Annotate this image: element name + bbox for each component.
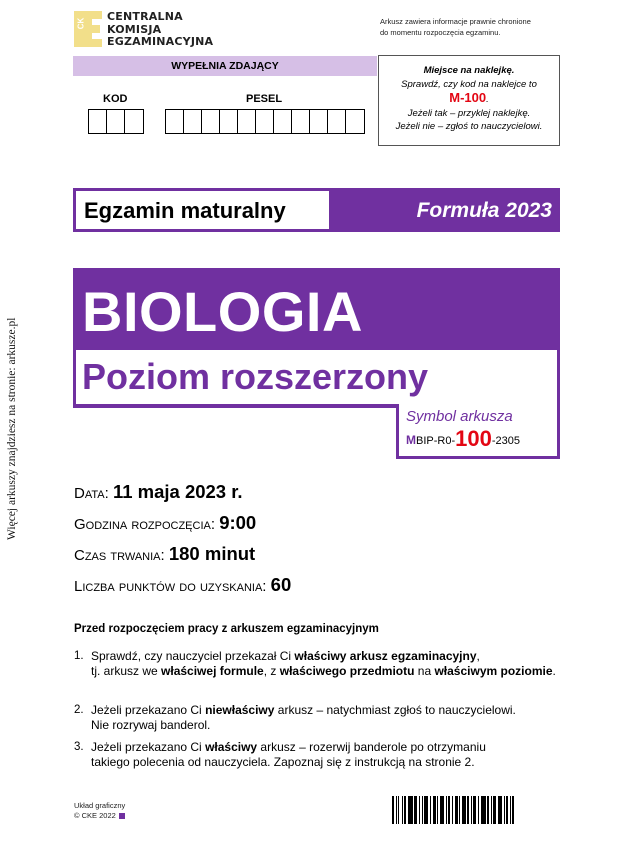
info-start-time xyxy=(74,512,256,534)
sticker-area xyxy=(378,55,560,146)
bold-text: właściwego przedmiotu xyxy=(279,664,415,678)
protected-note-line-1: Arkusz zawiera informacje prawnie chronione xyxy=(380,17,531,26)
instruction-number: 3. xyxy=(74,741,84,753)
exam-header-bar xyxy=(73,188,560,232)
info-date xyxy=(74,481,243,503)
logo-line-3: EGZAMINACYJNA xyxy=(107,35,214,48)
instruction-item-1 xyxy=(74,649,564,679)
pesel-box[interactable] xyxy=(166,110,184,133)
symbol-prefix: BIP-R0- xyxy=(416,435,456,447)
footer-line-2: © CKE 2022 xyxy=(74,811,116,820)
kod-input-boxes[interactable] xyxy=(88,109,144,134)
text: arkusz – natychmiast zgłoś to nauczycielowi. xyxy=(274,703,516,717)
text: Jeżeli przekazano Ci xyxy=(91,740,206,754)
text: Jeżeli przekazano Ci xyxy=(91,703,206,717)
pesel-box[interactable] xyxy=(184,110,202,133)
bold-text: niewłaściwy xyxy=(205,703,275,717)
bold-text: właściwej formule xyxy=(161,664,264,678)
kod-box[interactable] xyxy=(107,110,125,133)
text: , xyxy=(476,649,480,663)
sticker-line-2: Jeżeli tak – przyklej naklejkę. xyxy=(407,107,531,119)
footer-note xyxy=(74,801,125,821)
symbol-number: 100 xyxy=(455,426,492,451)
barcode-icon xyxy=(392,796,550,824)
sheet-symbol-box xyxy=(396,404,560,459)
info-date-value: 11 maja 2023 r. xyxy=(112,481,243,502)
text: tj. arkusz we xyxy=(91,664,162,678)
pesel-box[interactable] xyxy=(238,110,256,133)
text: , z xyxy=(263,664,280,678)
logo-mark-text: CK xyxy=(76,17,86,30)
purple-square-icon xyxy=(119,813,125,819)
info-duration xyxy=(74,543,255,565)
symbol-prefix-letter: M xyxy=(406,433,416,447)
instruction-item-2 xyxy=(74,703,564,733)
logo-line-1: CENTRALNA xyxy=(107,10,183,23)
sheet-symbol-label: Symbol arkusza xyxy=(406,408,513,425)
text: Nie rozrywaj banderol. xyxy=(91,718,211,732)
sticker-line-3: Jeżeli nie – zgłoś to nauczycielowi. xyxy=(395,121,543,132)
cke-logo-icon xyxy=(74,11,102,47)
text: takiego polecenia od nauczyciela. Zapoznaj się z instrukcją na stronie 2. xyxy=(91,755,475,769)
cke-logo xyxy=(74,11,213,49)
instruction-item-3 xyxy=(74,740,564,770)
text: . xyxy=(552,664,556,678)
instruction-number: 1. xyxy=(74,650,84,662)
info-duration-label: Czas trwania: xyxy=(74,547,165,564)
text: na xyxy=(414,664,435,678)
info-points xyxy=(74,574,291,596)
side-note: Więcej arkuszy znajdziesz na stronie: arkusze.pl xyxy=(6,317,18,540)
info-start-time-value: 9:00 xyxy=(219,512,257,533)
info-points-value: 60 xyxy=(270,574,292,595)
exam-formula: Formuła 2023 xyxy=(416,199,552,222)
bold-text: właściwy arkusz egzaminacyjny xyxy=(294,649,477,663)
sticker-code: M-100 xyxy=(449,90,487,105)
bold-text: właściwym poziomie xyxy=(434,664,553,678)
exam-title: Egzamin maturalny xyxy=(76,191,329,229)
pesel-label: PESEL xyxy=(246,93,283,105)
pesel-input-boxes[interactable] xyxy=(165,109,365,134)
info-points-label: Liczba punktów do uzyskania: xyxy=(74,578,267,595)
logo-line-2: KOMISJA xyxy=(107,22,162,36)
protected-note xyxy=(380,16,531,38)
bold-text: właściwy xyxy=(205,740,258,754)
kod-box[interactable] xyxy=(89,110,107,133)
kod-label: KOD xyxy=(103,93,128,105)
pesel-box[interactable] xyxy=(274,110,292,133)
sticker-line-1: Sprawdź, czy kod na naklejce to xyxy=(401,78,537,90)
instruction-number: 2. xyxy=(74,704,84,716)
fill-by-candidate-band: WYPEŁNIA ZDAJĄCY xyxy=(73,56,377,76)
info-start-time-label: Godzina rozpoczęcia: xyxy=(74,516,216,533)
sticker-heading: Miejsce na naklejkę. xyxy=(423,65,515,76)
pesel-box[interactable] xyxy=(292,110,310,133)
text: Sprawdź, czy nauczyciel przekazał Ci xyxy=(91,649,295,663)
subject-block xyxy=(73,268,560,408)
pesel-box[interactable] xyxy=(256,110,274,133)
text: arkusz – rozerwij banderole po otrzymaniu xyxy=(257,740,486,754)
subject-name: BIOLOGIA xyxy=(82,280,363,343)
sheet-symbol-code xyxy=(406,427,557,453)
info-date-label: Data: xyxy=(74,485,109,502)
info-duration-value: 180 minut xyxy=(168,543,256,564)
instructions-title: Przed rozpoczęciem pracy z arkuszem egzaminacyjnym xyxy=(74,623,379,635)
subject-level: Poziom rozszerzony xyxy=(76,350,557,404)
kod-box[interactable] xyxy=(125,110,143,133)
protected-note-line-2: do momentu rozpoczęcia egzaminu. xyxy=(380,28,501,37)
pesel-box[interactable] xyxy=(310,110,328,133)
sticker-code-suffix: . xyxy=(486,94,489,105)
symbol-suffix: -2305 xyxy=(491,435,520,447)
pesel-box[interactable] xyxy=(202,110,220,133)
pesel-box[interactable] xyxy=(328,110,346,133)
pesel-box[interactable] xyxy=(220,110,238,133)
footer-line-1: Układ graficzny xyxy=(74,801,126,810)
pesel-box[interactable] xyxy=(346,110,364,133)
